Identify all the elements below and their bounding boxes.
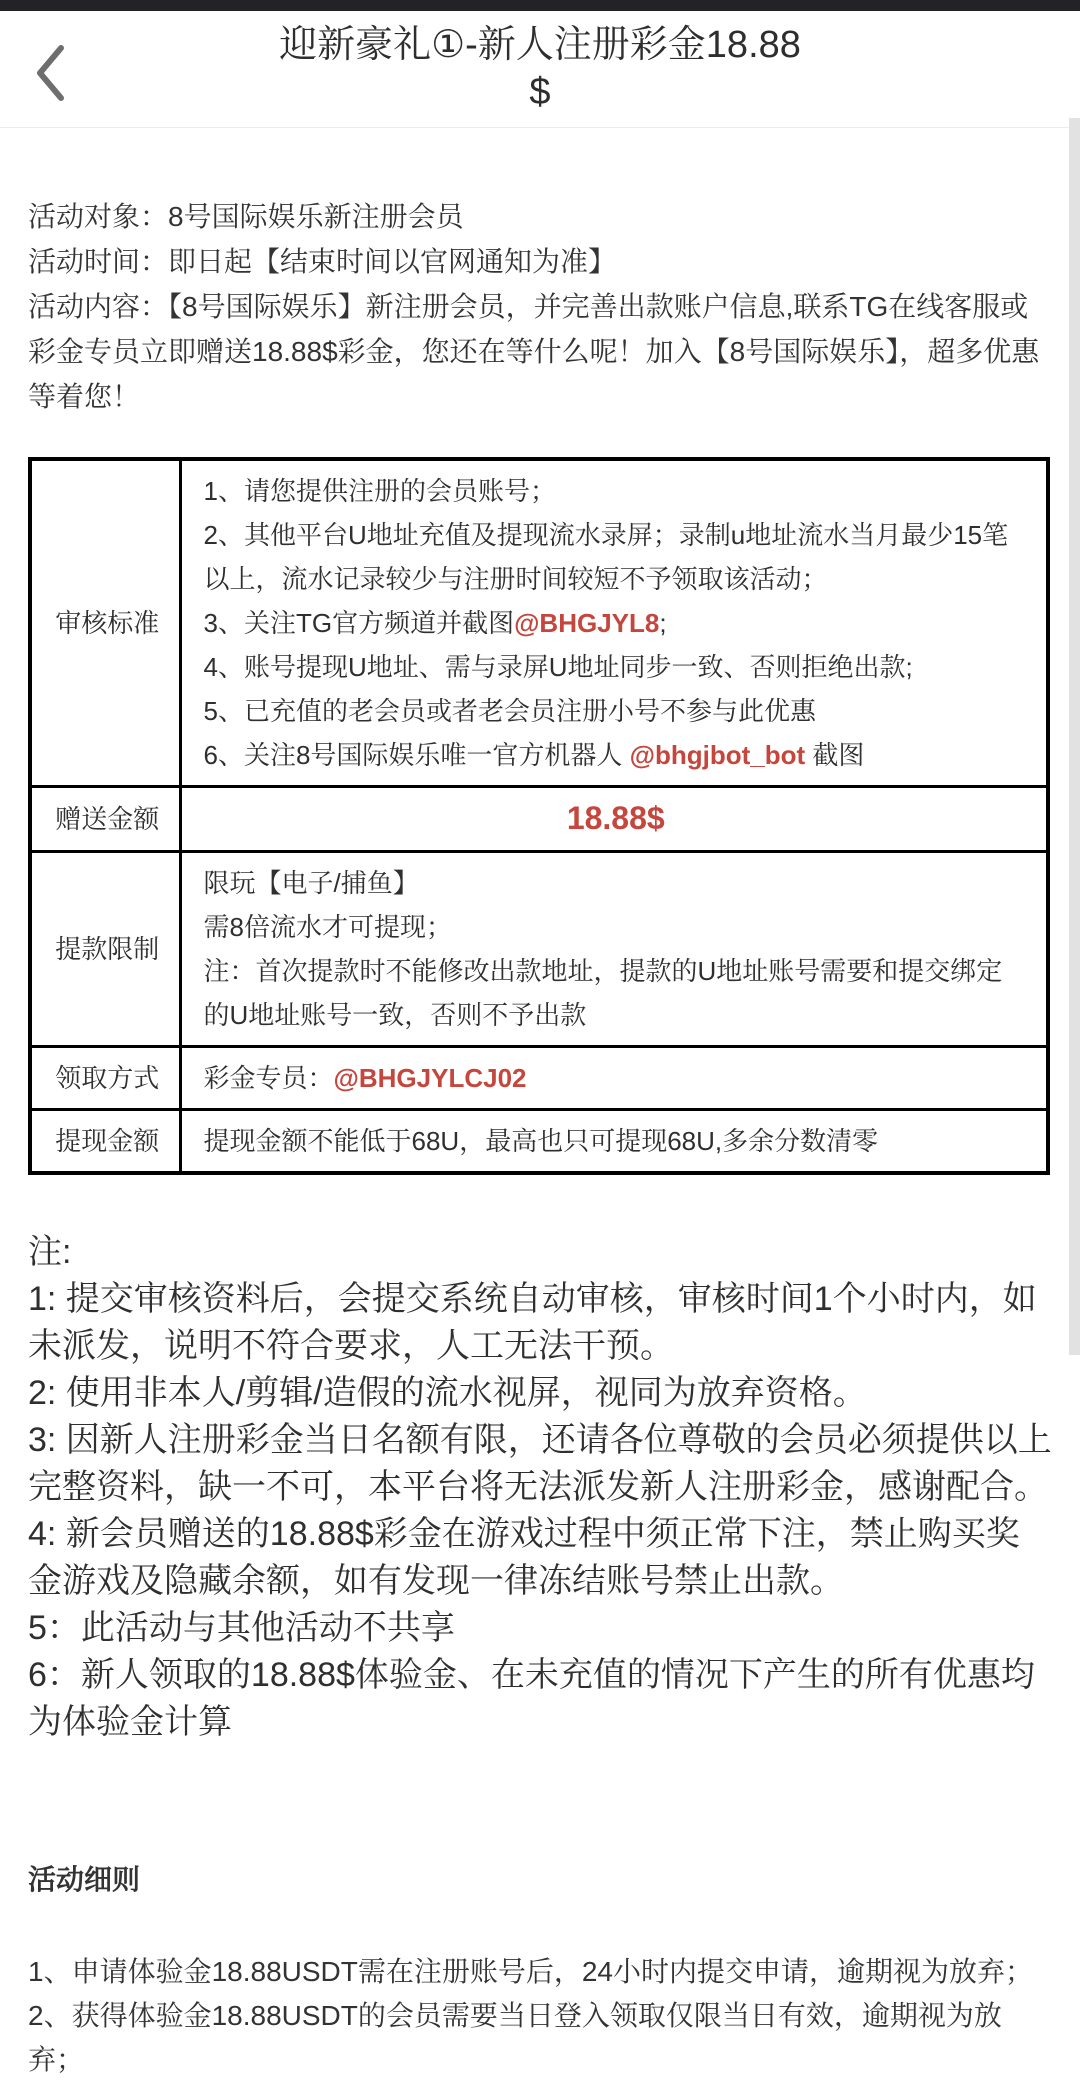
back-button[interactable] <box>22 41 78 105</box>
bonus-amount-cell <box>180 787 1048 852</box>
audit-item-5: 5、已充值的老会员或者老会员注册小号不参与此优惠 <box>203 696 816 726</box>
activity-time: 活动时间：即日起【结束时间以官网通知为准】 <box>28 246 617 277</box>
activity-rules-section <box>28 1858 1052 2082</box>
notes-heading: 注: <box>28 1233 72 1271</box>
note-6: 6：新人领取的18.88$体验金、在未充值的情况下产生的所有优惠均为体验金计算 <box>28 1656 1035 1741</box>
rules-heading: 活动细则 <box>28 1864 141 1895</box>
status-bar <box>0 0 1080 11</box>
withdraw-limit-1: 限玩【电子/捕鱼】 <box>203 868 419 898</box>
table-row-claim-method <box>30 1047 1048 1110</box>
withdraw-limit-3: 注：首次提款时不能修改出款地址，提款的U地址账号需要和提交绑定的U地址账号一致，否则不予出款 <box>203 956 1003 1030</box>
bonus-amount-value: 18.88$ <box>566 800 665 836</box>
withdraw-limit-cell <box>180 852 1048 1047</box>
page-title <box>279 22 801 116</box>
row-label-withdraw-limit: 提款限制 <box>30 852 180 1047</box>
withdraw-limit-2: 需8倍流水才可提现； <box>203 912 452 942</box>
row-label-audit: 审核标准 <box>30 459 180 787</box>
claim-method-line: 彩金专员：@BHGJYLCJ02 <box>203 1063 527 1093</box>
audit-item-4: 4、账号提现U地址、需与录屏U地址同步一致、否则拒绝出款; <box>203 652 913 682</box>
audit-item-2: 2、其他平台U地址充值及提现流水录屏；录制u地址流水当月最少15笔以上，流水记录较少与注册时间较短不予领取该活动； <box>203 520 1009 594</box>
note-1: 1: 提交审核资料后，会提交系统自动审核，审核时间1个小时内，如未派发，说明不符合要求，人工无法干预。 <box>28 1280 1037 1365</box>
row-label-bonus: 赠送金额 <box>30 787 180 852</box>
row-label-withdraw-amount: 提现金额 <box>30 1110 180 1174</box>
official-bot-handle: @bhgjbot_bot <box>629 740 806 770</box>
table-row-bonus-amount <box>30 787 1048 852</box>
table-row-audit <box>30 459 1048 787</box>
tg-channel-handle: @BHGJYL8 <box>514 608 660 638</box>
table-row-withdraw-amount <box>30 1110 1048 1174</box>
audit-item-1: 1、请您提供注册的会员账号； <box>203 476 556 506</box>
note-5: 5：此活动与其他活动不共享 <box>28 1609 455 1647</box>
note-3: 3: 因新人注册彩金当日名额有限，还请各位尊敬的会员必须提供以上完整资料，缺一不可，本平台将无法派发新人注册彩金，感谢配合。 <box>28 1421 1052 1506</box>
note-4: 4: 新会员赠送的18.88$彩金在游戏过程中须正常下注，禁止购买奖金游戏及隐藏余额，如有发现一律冻结账号禁止出款。 <box>28 1515 1020 1600</box>
main-content <box>0 194 1080 2082</box>
table-row-withdraw-limit <box>30 852 1048 1047</box>
promo-table <box>28 457 1050 1175</box>
activity-intro <box>28 194 1052 419</box>
withdraw-amount-text: 提现金额不能低于68U，最高也只可提现68U,多余分数清零 <box>203 1126 879 1156</box>
notes-section <box>28 1229 1052 1746</box>
page-title-line2: $ <box>529 71 551 113</box>
page-title-line1: 迎新豪礼①-新人注册彩金18.88 <box>279 24 801 66</box>
row-label-claim: 领取方式 <box>30 1047 180 1110</box>
audit-item-6: 6、关注8号国际娱乐唯一官方机器人 @bhgjbot_bot 截图 <box>203 740 865 770</box>
chevron-left-icon <box>33 43 67 103</box>
note-2: 2: 使用非本人/剪辑/造假的流水视屏，视同为放弃资格。 <box>28 1374 867 1412</box>
scrollbar-thumb[interactable] <box>1069 118 1080 1355</box>
withdraw-amount-cell <box>180 1110 1048 1174</box>
bonus-agent-handle: @BHGJYLCJ02 <box>333 1063 527 1093</box>
claim-method-cell <box>180 1047 1048 1110</box>
audit-item-3: 3、关注TG官方频道并截图@BHGJYL8; <box>203 608 667 638</box>
audit-criteria-cell <box>180 459 1048 787</box>
page-header <box>0 11 1080 128</box>
rules-list <box>28 1950 1052 2082</box>
activity-target: 活动对象：8号国际娱乐新注册会员 <box>28 201 464 232</box>
rule-1: 1、申请体验金18.88USDT需在注册账号后，24小时内提交申请，逾期视为放弃； <box>28 1956 1034 1987</box>
activity-content: 活动内容：【8号国际娱乐】新注册会员，并完善出款账户信息,联系TG在线客服或彩金专员立即赠送18.88$彩金，您还在等什么呢！加入【8号国际娱乐】，超多优惠等着您！ <box>28 291 1040 412</box>
rule-2: 2、获得体验金18.88USDT的会员需要当日登入领取仅限当日有效，逾期视为放弃； <box>28 2000 1002 2075</box>
